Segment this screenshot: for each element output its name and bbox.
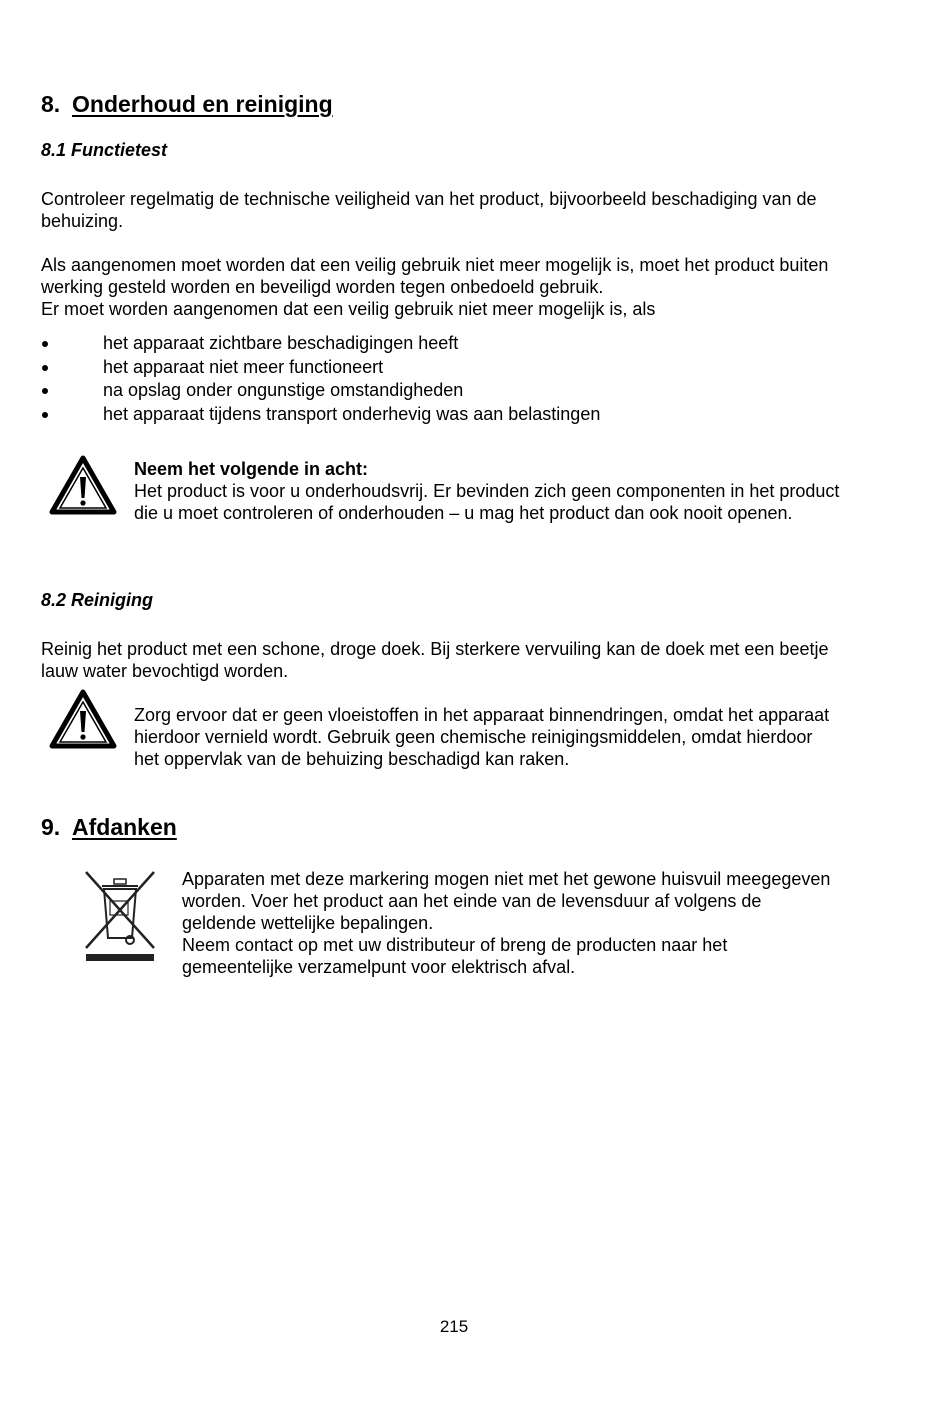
- section-9-title: Afdanken: [72, 814, 177, 840]
- list-item: het apparaat niet meer functioneert: [41, 356, 861, 380]
- list-item: het apparaat zichtbare beschadigingen heeft: [41, 332, 861, 356]
- subsection-8-1-title: 8.1 Functietest: [41, 140, 168, 160]
- warning-triangle-icon: [49, 689, 117, 749]
- note-heading: Neem het volgende in acht:: [134, 459, 369, 479]
- note-text: Zorg ervoor dat er geen vloeistoffen in het apparaat binnendringen, omdat het apparaat hierdoor vernield wordt. Gebruik geen chemische reinigingsmiddelen, omdat hierdoor het oppervlak van de behuizing beschadigd kan raken.: [134, 705, 830, 769]
- section-8-number: 8.: [41, 91, 61, 117]
- functietest-paragraph-1: Controleer regelmatig de technische veiligheid van het product, bijvoorbeeld beschadiging van de behuizing.: [41, 189, 817, 231]
- section-8-heading: [41, 90, 333, 118]
- note-text: Het product is voor u onderhoudsvrij. Er bevinden zich geen componenten in het product die u moet controleren of onderhouden – u mag het product dan ook nooit openen.: [134, 481, 840, 523]
- page-number: 215: [439, 1317, 469, 1336]
- reiniging-paragraph: Reinig het product met een schone, droge doek. Bij sterkere vervuiling kan de doek met een beetje lauw water bevochtigd worden.: [41, 639, 829, 681]
- crossed-out-wheelie-bin-icon: [80, 868, 160, 964]
- functietest-paragraph-3: Er moet worden aangenomen dat een veilig gebruik niet meer mogelijk is, als: [41, 299, 656, 319]
- functietest-paragraph-2: Als aangenomen moet worden dat een veilig gebruik niet meer mogelijk is, moet het product buiten werking gesteld worden en beveiligd worden tegen onbedoeld gebruik.: [41, 255, 829, 297]
- maintenance-note: [134, 458, 849, 524]
- subsection-8-2-title: 8.2 Reiniging: [41, 590, 154, 610]
- section-8-title: Onderhoud en reiniging: [72, 91, 333, 117]
- section-9-heading: [41, 813, 177, 841]
- warning-triangle-icon: [49, 455, 117, 515]
- list-item: na opslag onder ongunstige omstandigheden: [41, 379, 861, 403]
- list-item: het apparaat tijdens transport onderhevig was aan belastingen: [41, 403, 861, 427]
- disposal-text: [182, 868, 832, 978]
- condition-list: [41, 332, 861, 426]
- disposal-paragraph-2: Neem contact op met uw distributeur of breng de producten naar het gemeentelijke verzamelpunt voor elektrisch afval.: [182, 935, 728, 977]
- disposal-paragraph-1: Apparaten met deze markering mogen niet met het gewone huisvuil meegegeven worden. Voer het product aan het einde van de levensduur af volgens de geldende wettelijke bepalingen.: [182, 869, 831, 933]
- section-9-number: 9.: [41, 814, 61, 840]
- cleaning-note: [134, 704, 834, 770]
